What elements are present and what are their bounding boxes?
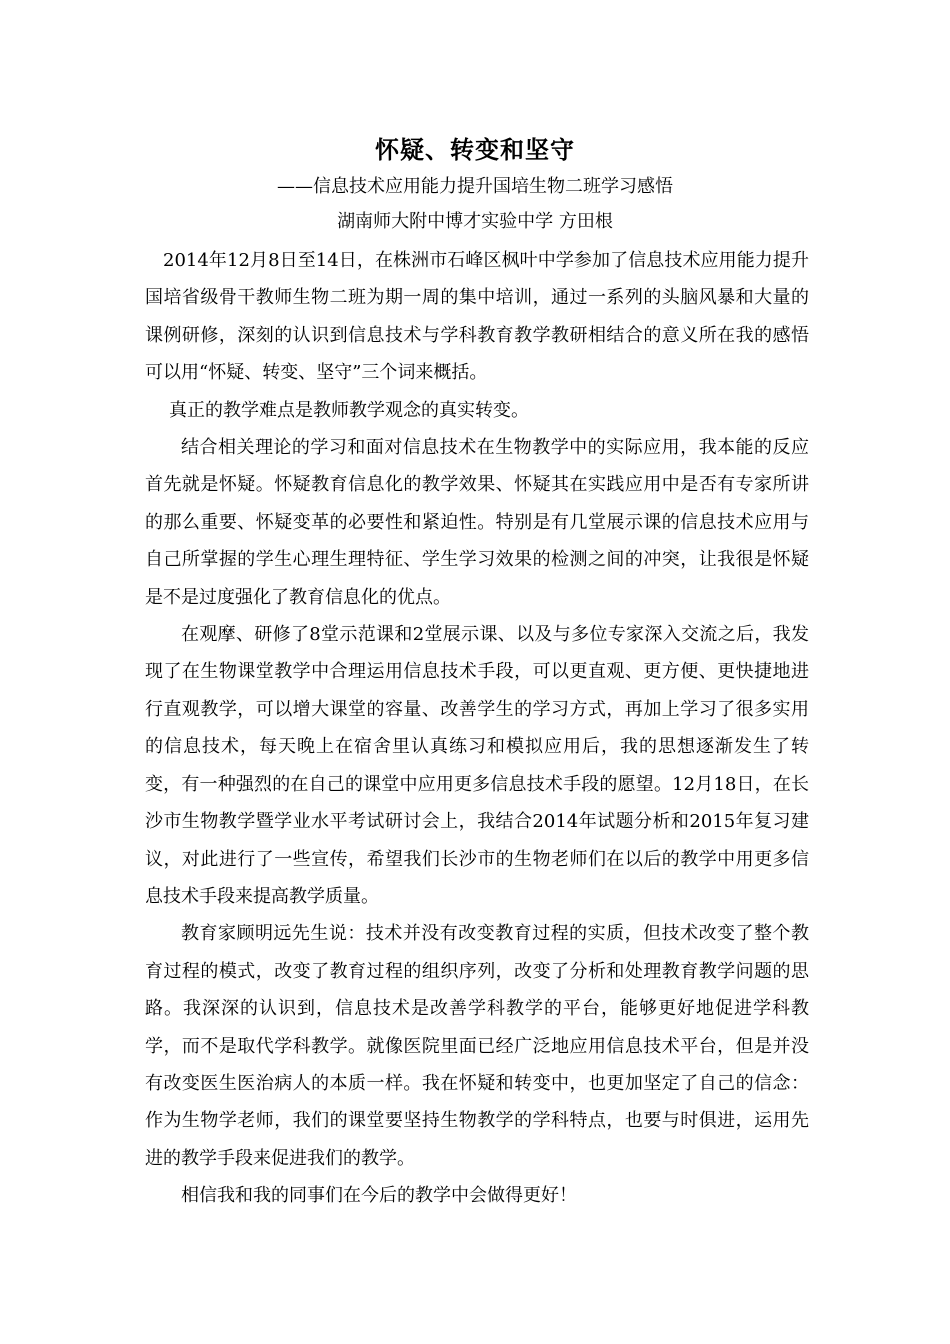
paragraph-closing: 相信我和我的同事们在今后的教学中会做得更好！ — [181, 1185, 577, 1207]
document-title: 怀疑、转变和坚守 — [375, 136, 575, 164]
paragraph-change: 在观摩、研修了8堂示范课和2堂展示课、以及与多位专家深入交流之后，我发现了在生物课堂教学中合理运用信息技术手段，可以更直观、更方便、更快捷地进行直观教学，可以增大课堂的容量、改善学生的学习方式，再加上学习了很多实用的信息技术，每天晚上在宿舍里认真练习和模拟应用后，我的思想逐渐发生了转变，有一种强烈的在自己的课堂中应用更多信息技术手段的愿望。12月18日，在长沙市生物教学暨学业水平考试研讨会上，我结合2014年试题分析和2015年复习建议，对此进行了一些宣传，希望我们长沙市的生物老师们在以后的教学中用更多信息技术手段来提高教学质量。 — [145, 624, 809, 907]
paragraph-intro: 2014年12月8日至14日，在株洲市石峰区枫叶中学参加了信息技术应用能力提升国培省级骨干教师生物二班为期一周的集中培训，通过一系列的头脑风暴和大量的课例研修，深刻的认识到信息技术与学科教育教学教研相结合的意义所在我的感悟可以用“怀疑、转变、坚守”三个词来概括。 — [145, 250, 809, 384]
document-body — [145, 242, 809, 1215]
paragraph-persist: 教育家顾明远先生说：技术并没有改变教育过程的实质，但技术改变了整个教育过程的模式，改变了教育过程的组织序列，改变了分析和处理教育教学问题的思路。我深深的认识到，信息技术是改善学科教学的平台，能够更好地促进学科教学，而不是取代学科教学。就像医院里面已经广泛地应用信息技术平台，但是并没有改变医生医治病人的本质一样。我在怀疑和转变中，也更加坚定了自己的信念：作为生物学老师，我们的课堂要坚持生物教学的学科特点，也要与时俱进，运用先进的教学手段来促进我们的教学。 — [145, 923, 809, 1169]
paragraph-doubt: 结合相关理论的学习和面对信息技术在生物教学中的实际应用，我本能的反应首先就是怀疑。怀疑教育信息化的教学效果、怀疑其在实践应用中是否有专家所讲的那么重要、怀疑变革的必要性和紧迫性。特别是有几堂展示课的信息技术应用与自己所掌握的学生心理生理特征、学生学习效果的检测之间的冲突，让我很是怀疑是不是过度强化了教育信息化的优点。 — [145, 437, 809, 608]
author-line: 湖南师大附中博才实验中学 方田根 — [337, 211, 613, 232]
paragraph-thesis: 真正的教学难点是教师教学观念的真实转变。 — [169, 399, 529, 421]
document-subtitle: ——信息技术应用能力提升国培生物二班学习感悟 — [277, 176, 673, 197]
